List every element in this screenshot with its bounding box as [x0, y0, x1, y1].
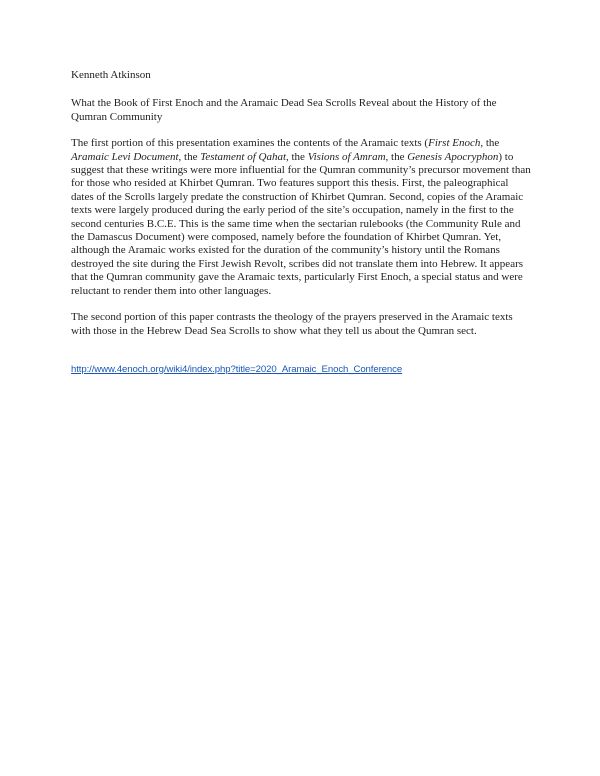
paragraph-1-body: ) to suggest that these writings were more influential for the Qumran community’s precursor movement than for those who resided at Khirbet Qumran. Two features support this thesis. First, the paleographical dates of the Scrolls largely predate the construction of Khirbet Qumran. Second, copies of the Aramaic texts were largely produced during the early period of the site’s occupation, namely in the first to the second centuries B.C.E. This is the same time when the sectarian rulebooks (the Community Rule and the Damascus Document) were composed, namely before the foundation of Khirbet Qumran. Yet, although the Aramaic works existed for the duration of the community’s history until the Romans destroyed the site during the First Jewish Revolt, scribes did not translate them into Hebrew. It appears that the Qumran community gave the Aramaic texts, particularly First Enoch, a special status and were reluctant to render them into other languages. — [71, 150, 531, 297]
paper-title: What the Book of First Enoch and the Aramaic Dead Sea Scrolls Reveal about the History of the Qumran Community — [71, 97, 497, 123]
work-title-aramaic-levi: Aramaic Levi Document — [71, 150, 179, 163]
work-title-testament-qahat: Testament of Qahat — [200, 150, 286, 163]
abstract-paragraph-2: The second portion of this paper contrasts the theology of the prayers preserved in the Aramaic texts with those in the Hebrew Dead Sea Scrolls to show what they tell us about the Qumran sect. — [71, 311, 513, 337]
separator: , the — [480, 137, 500, 150]
paragraph-1-intro: The first portion of this presentation examines the contents of the Aramaic texts ( — [71, 137, 429, 150]
work-title-visions-amram: Visions of Amram — [307, 150, 386, 163]
separator: , the — [178, 150, 201, 163]
separator: , the — [385, 150, 408, 163]
author-name: Kenneth Atkinson — [71, 69, 151, 81]
abstract-paragraph-1 — [71, 137, 533, 298]
document-content — [71, 69, 533, 376]
separator: , the — [286, 150, 308, 163]
work-title-genesis-apocryphon: Genesis Apocryphon — [407, 150, 499, 163]
conference-link[interactable]: http://www.4enoch.org/wiki4/index.php?title=2020_Aramaic_Enoch_Conference — [71, 363, 403, 375]
work-title-first-enoch: First Enoch — [428, 137, 481, 150]
